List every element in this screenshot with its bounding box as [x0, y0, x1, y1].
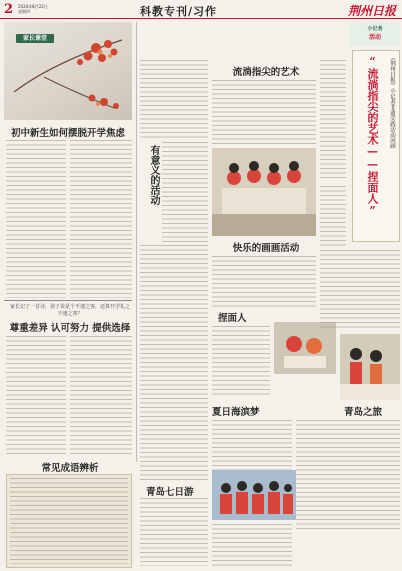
fingertip-art-title: 流淌指尖的艺术 — [232, 67, 300, 78]
qingdao-trip-body — [296, 420, 400, 530]
focus-article-body-col2 — [70, 140, 132, 298]
respect-body-col1 — [6, 336, 66, 456]
niemianren-body — [212, 326, 270, 398]
drawing-activity-title: 快乐的画画活动 — [232, 243, 300, 254]
weekday-line: 星期四 — [18, 9, 30, 14]
qingdao-trip-title: 青岛之旅 — [344, 407, 383, 418]
respect-body-col2 — [70, 336, 132, 456]
issue-date — [18, 4, 48, 14]
workshop-graphic — [340, 334, 400, 400]
group-photo — [212, 470, 296, 520]
right-body-narrow — [320, 60, 346, 180]
children-drawing-graphic — [212, 148, 316, 236]
feature-tag-bottom: 活动 — [368, 34, 381, 41]
respect-kicker: 家长记了一首诗，孩子说是个不速之客，还算开学礼之不速之客？ — [9, 304, 130, 317]
focus-article-body-col1 — [6, 140, 66, 298]
mid-article-body-bottom — [140, 245, 208, 480]
right-body-wide — [320, 250, 400, 330]
drawing-activity-photo — [212, 148, 316, 236]
qingdao7-body — [140, 498, 208, 566]
right-body-narrow2 — [320, 186, 346, 246]
drawing-activity-body — [212, 256, 316, 308]
divider — [4, 300, 132, 301]
summer-title: 夏日海滨梦 — [212, 407, 260, 418]
qingdao7-title: 青岛七日游 — [146, 487, 194, 498]
feature-quote: “流淌指尖的艺术——捏面人” — [366, 55, 379, 217]
feature-panel — [352, 50, 400, 242]
niemianren-title: 捏面人 — [218, 313, 247, 324]
feature-tag-box — [350, 22, 400, 46]
column-rule — [136, 22, 137, 462]
page-number: 2 — [4, 2, 14, 17]
newspaper-logo: 荆州日报 — [347, 4, 396, 18]
respect-article-title: 尊重差异 认可努力 提供选择 — [9, 323, 131, 334]
feature-tag-top: 小记者 — [367, 26, 383, 32]
mid-article-body-top — [140, 60, 208, 140]
idioms-body — [10, 478, 128, 564]
feature-headline: 《荆州日报》小记者非遗实践活动回顾 — [389, 55, 395, 149]
banner-tag-label: 家长课堂 — [22, 35, 47, 42]
section-title: 科教专刊/习作 — [140, 5, 218, 18]
meaningful-activity-title: 有意义的活动 — [148, 145, 159, 205]
fingertip-art-body — [212, 80, 316, 144]
idioms-box — [6, 474, 132, 568]
banner-tag — [16, 34, 54, 43]
idioms-article-title: 常见成语辨析 — [41, 463, 99, 474]
group-people-graphic — [212, 470, 296, 520]
header-rule — [0, 18, 402, 19]
niemianren-photo-right — [340, 334, 400, 400]
date-line: 2024年8月22日 — [18, 4, 48, 9]
summer-body — [212, 420, 292, 470]
meaningful-body — [162, 142, 208, 242]
summer-body-bottom — [212, 524, 292, 566]
focus-article-title: 初中新生如何摆脱开学焦虑 — [10, 128, 125, 139]
